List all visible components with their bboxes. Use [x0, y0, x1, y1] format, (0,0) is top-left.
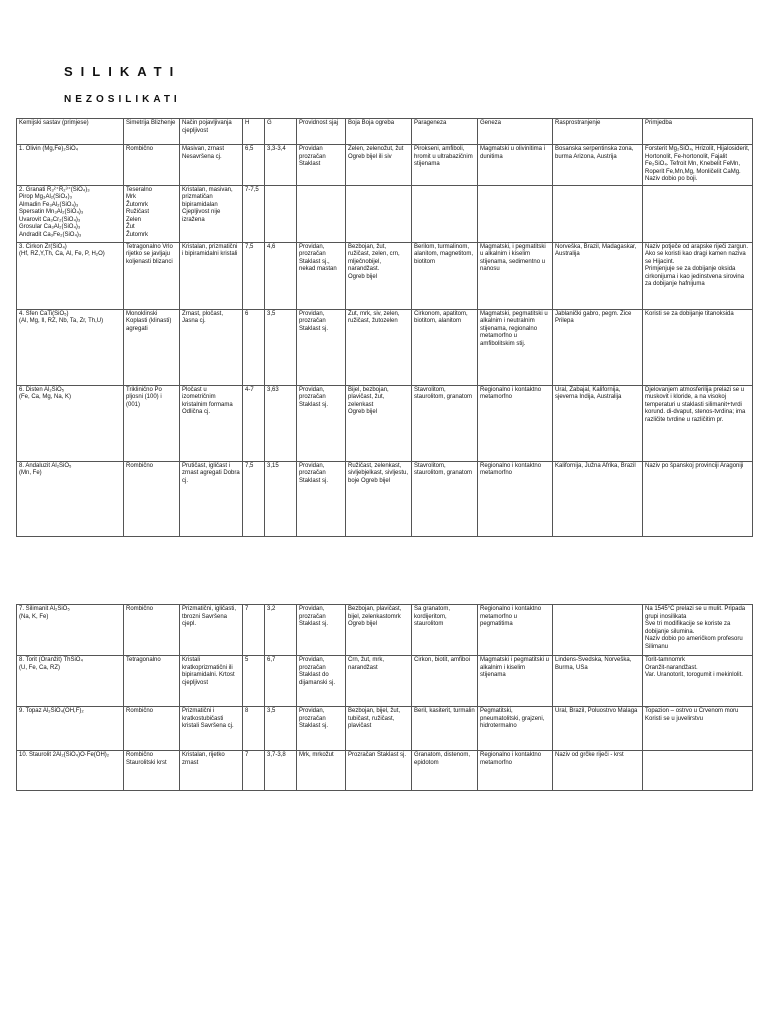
table-cell: 8 [243, 707, 265, 751]
table-cell: Rombično [124, 461, 180, 536]
table-row [17, 461, 753, 536]
table-cell: G [265, 119, 297, 145]
table-cell: Kemijski sastav (primjese) [17, 119, 124, 145]
table-cell: Sa granatom, kordijeritom, staurolitom [412, 605, 478, 656]
table-cell: Bezbojan, plavičast, bijel, zelenkastomrk Ogreb bijel [346, 605, 412, 656]
table-cell: Masivan, zrnast Nesavršena cj. [180, 145, 243, 186]
table-cell: Triklinično Po pljosni (100) i (001) [124, 385, 180, 461]
table-cell: Providan, prozračan Staklast sj. [297, 309, 346, 385]
table-cell: Providnost sjaj [297, 119, 346, 145]
table-cell: Bosanska serpentinska zona, burma Arizona, Austrija [553, 145, 643, 186]
table-cell: Ural, Zabajal, Kalifornija, sjeverna Indija, Australija [553, 385, 643, 461]
table-row [17, 385, 753, 461]
table-cell [553, 605, 643, 656]
table-cell: Djelovanjem atmosferilija prelazi se u muskovit i kloride, a na visokoj temperaturi u staklasti silimanit+tvrdi korund. di-dvaput, stenos-tvrdina; ima različite tvrdine u različitim pr. [643, 385, 753, 461]
table-cell: Koristi se za dobijanje titanoksida [643, 309, 753, 385]
table-cell: 1. Olivin (Mg,Fe)₂SiO₄ [17, 145, 124, 186]
table-cell: Teseralno Mrk Žutomrk Ružičast Zelen Žut Žutomrk [124, 185, 180, 242]
table-cell: 4-7 [243, 385, 265, 461]
table-cell: Geneza [478, 119, 553, 145]
table-cell: Boja Boja ogreba [346, 119, 412, 145]
table-cell: Berilom, turmalinom, alanitom, magnetitom, biotitom [412, 242, 478, 309]
table-cell: Providan prozračan Staklast [297, 145, 346, 186]
table-cell: 3. Cirkon Zr(SiO₄) (Hf, RZ,Y,Th, Ca, Al, Fe, P, H₂O) [17, 242, 124, 309]
table-cell: Cirkon, biotit, amfiboi [412, 656, 478, 707]
table-cell: 10. Staurolit 2Al₂(SiO₄)O·Fe(OH)₂ [17, 751, 124, 791]
table-row [17, 185, 753, 242]
table-cell: 5 [243, 656, 265, 707]
table-cell: Rombično [124, 707, 180, 751]
table-cell: Providan, prozračan Staklast sj. [297, 461, 346, 536]
table-cell [478, 185, 553, 242]
table-cell: Topazion – ostrvo u Crvenom moru Koristi se u juvelirstvu [643, 707, 753, 751]
table-cell: 3,2 [265, 605, 297, 656]
table-cell: 3,5 [265, 707, 297, 751]
table-cell: Parageneza [412, 119, 478, 145]
table-cell: Providan, prozračan Staklast sj. [297, 605, 346, 656]
table-cell: Torit-tamnomrk Oranžit-narandžast. Var. Uranotorit, torogumit i mekinlolit. [643, 656, 753, 707]
table-cell: Pegmatitski, pneumatolitski, grajzeni, hidrotermalno [478, 707, 553, 751]
table-cell: Prozračan Staklast sj. [346, 751, 412, 791]
table-cell: Bezbojan, žut, ružičast, zelen, crn, mlječnobijel, narandžast. Ogreb bijel [346, 242, 412, 309]
table-cell: Providan, prozračan Staklast sj., nekad mastan [297, 242, 346, 309]
table-cell: 3,7-3,8 [265, 751, 297, 791]
table-row [17, 707, 753, 751]
table-cell [265, 185, 297, 242]
table-cell: Granatom, distenom, epidotom [412, 751, 478, 791]
table-cell: Kalifornija, Južna Afrika, Brazil [553, 461, 643, 536]
table-cell: Ružičast, zelenkast, sivljebjelkast, sivljestu, boje Ogreb bijel [346, 461, 412, 536]
table-header-row [17, 119, 753, 145]
table-cell: Naziv potječe od arapske riječi zargun. Ako se koristi kao dragi kamen naziva se Hijacint. Primjenjuje se za dobijanje oksida cirkonijuma i kao jedinstvena sirovina za dobijanje hafnijuma [643, 242, 753, 309]
table-cell: Crn, žut, mrk, narandžast [346, 656, 412, 707]
table-cell: 4,6 [265, 242, 297, 309]
table-cell: 6. Disten Al₂SiO₅ (Fe, Ca, Mg, Na, K) [17, 385, 124, 461]
table-cell: Tetragonalno [124, 656, 180, 707]
table-cell: Rombično Staurolitski krst [124, 751, 180, 791]
table-cell: 6,5 [243, 145, 265, 186]
table-cell: Rasprostranjenje [553, 119, 643, 145]
table-cell: 4. Sfen CaTi(SiO₅) (Al, Mg, Il, RZ, Nb, Ta, Zr, Th,U) [17, 309, 124, 385]
table-cell: Tetragonalno Vrlo rijetko se javljaju koljenasti blizanci [124, 242, 180, 309]
table-cell: Kristali kratkoprizmatični ili bipiramidalni. Krtost cjepljivost [180, 656, 243, 707]
table-cell: Norveška, Brazil, Madagaskar, Australija [553, 242, 643, 309]
table-cell: Stavrolitom, staurolitom, granatom [412, 385, 478, 461]
table-cell: Bijel, bezbojan, plavičast, žut, zelenkast Ogreb bijel [346, 385, 412, 461]
table-cell [412, 185, 478, 242]
table-cell: Naziv od grčke riječi - krst [553, 751, 643, 791]
table-cell: Žut, mrk, siv, zelen, ružičast, žutozelen [346, 309, 412, 385]
table-cell: 3,63 [265, 385, 297, 461]
table-cell: Simetrija Blizhenje [124, 119, 180, 145]
table-cell: 3,5 [265, 309, 297, 385]
table-cell: Prizmatični i kratkostubičasti kristali Savršena cj. [180, 707, 243, 751]
table-cell: Magmatski i pegmatitski u alkalnim i kiselim stijenama [478, 656, 553, 707]
section-subtitle: NEZOSILIKATI [64, 94, 181, 105]
table-cell: Prizmatični, igličasti, tbrozni Savršena cjepl. [180, 605, 243, 656]
table-cell: Kristalan, prizmatični i bipiramidalni kristali [180, 242, 243, 309]
table-cell: Regionalno i kontaktno metamorfno u pegmatitima [478, 605, 553, 656]
table-cell: Providan, prozračan Staklast sj. [297, 385, 346, 461]
table-row [17, 656, 753, 707]
table-cell: Način pojavljivanja cjepljivost [180, 119, 243, 145]
table-cell: Magmatski u olivinitima i dunitima [478, 145, 553, 186]
table-cell: 3,15 [265, 461, 297, 536]
table-cell: 6,7 [265, 656, 297, 707]
table-row [17, 605, 753, 656]
table-cell: Kristalan, rijetko zrnast [180, 751, 243, 791]
table-cell: 7-7,5 [243, 185, 265, 242]
table-row [17, 145, 753, 186]
table-cell: 7,5 [243, 242, 265, 309]
table-cell: 2. Granati R₃²⁺R₂³⁺(SiO₄)₃ Pirop Mg₃Al₂(SiO₄)₃ Almadin Fe₃Al₂(SiO₄)₃ Spersatin Mn₃Al₂(SiO₄)₃ Uvarovit Ca₃Cr₂(SiO₄)₃ Grosular Ca₃Al₂(SiO₄)₃ Andradit Ca₃Fe₂(SiO₄)₃ [17, 185, 124, 242]
table-cell: Regionalno i kontaktno metamorfno [478, 461, 553, 536]
table-cell: Zrnast, pločast, Jasna cj. [180, 309, 243, 385]
table-cell: 8. Torit (Oranžit) ThSiO₄ (U, Fe, Ca, RZ) [17, 656, 124, 707]
table-cell: Magmatski, i pegmatitski u alkalnim i kiselim stijenama, sedimentno u nanosu [478, 242, 553, 309]
page-title: SILIKATI [64, 64, 182, 79]
table-cell [553, 185, 643, 242]
table-row [17, 242, 753, 309]
table-cell: Kristalan, masivan, prizmatičan bipiramidalan Cjepljivost nije izražena [180, 185, 243, 242]
table-cell [346, 185, 412, 242]
table-row [17, 751, 753, 791]
table-cell [297, 185, 346, 242]
table-cell: Rombično [124, 605, 180, 656]
table-cell: Pločast u izometričnim kristalnim formama Odlična cj. [180, 385, 243, 461]
table-cell: Ural, Brazil, Poluostrvo Malaga [553, 707, 643, 751]
table-cell: Prutičast, igličast i zrnast agregati Dobra cj. [180, 461, 243, 536]
table-cell: Beril, kasiterit, turmalin [412, 707, 478, 751]
table-cell: 7. Silimanit Al₂SiO₅ (Na, K, Fe) [17, 605, 124, 656]
table-cell: Na 1545°C prelazi se u mulit. Pripada grupi inosilikata Sve tri modifikacije se koriste za dobijanje silumina. Naziv dobio po američkom profesoru Silimanu [643, 605, 753, 656]
table-cell: Forsterit Mg₂SiO₄, Hrizolit, Hijalosiderit, Hortonolit, Fe-hortonolit, Fajalit Fe₂SiO₄. Tefroit Mn, Knebelit FeMn, Roperit Fe,Mn,Mg, Monličelit CaMg. Naziv dobio po boji. [643, 145, 753, 186]
table-cell: Regionalno i kontaktno metamorfno [478, 751, 553, 791]
table-cell: Rombično [124, 145, 180, 186]
table-cell: Primjedba [643, 119, 753, 145]
table-cell: 7 [243, 751, 265, 791]
table-cell: Cirkonom, apatitom, biotitom, alanitom [412, 309, 478, 385]
table-cell: H [243, 119, 265, 145]
table-cell: Zelen, zelenožut, žut Ogreb bijel ili siv [346, 145, 412, 186]
table-cell: 7 [243, 605, 265, 656]
table-cell: Pirokseni, amfiboli, hromit u ultrabazičnim stijenama [412, 145, 478, 186]
table-cell [643, 751, 753, 791]
table-row [17, 309, 753, 385]
table-cell: Lindens-Švedska, Norveška, Burma, USa [553, 656, 643, 707]
table-cell: Monoklinski Koplasti (klinasti) agregati [124, 309, 180, 385]
table-cell: Regionalno i kontaktno metamorfno [478, 385, 553, 461]
table-cell: 6 [243, 309, 265, 385]
table-cell: Naziv po španskoj provinciji Aragoniji [643, 461, 753, 536]
table-cell: Mrk, mrkožut [297, 751, 346, 791]
table-cell [643, 185, 753, 242]
table-cell: 7,5 [243, 461, 265, 536]
table-cell: Stavrolitom, staurolitom, granatom [412, 461, 478, 536]
table-cell: Jablanički gabro, pegm. Žice Prilepa [553, 309, 643, 385]
minerals-table-2 [16, 604, 753, 791]
table-cell: 9. Topaz Al₂SiO₄(OH,F)₂ [17, 707, 124, 751]
table-cell: Providan, prozračan Staklast do dijamanski sj. [297, 656, 346, 707]
table-cell: Bezbojan, bijel, žut, tubičast, ružičast, plavičast [346, 707, 412, 751]
table-cell: 8. Andaluzit Al₂SiO₅ (Mn, Fe) [17, 461, 124, 536]
table-cell: 3,3-3,4 [265, 145, 297, 186]
minerals-table-1 [16, 118, 753, 537]
table-cell: Providan, prozračan Staklast sj. [297, 707, 346, 751]
table-cell: Magmatski, pegmatitski u alkalnim i neutralnim stijenama, regionalno metamorfno u amfibolitskim stij. [478, 309, 553, 385]
